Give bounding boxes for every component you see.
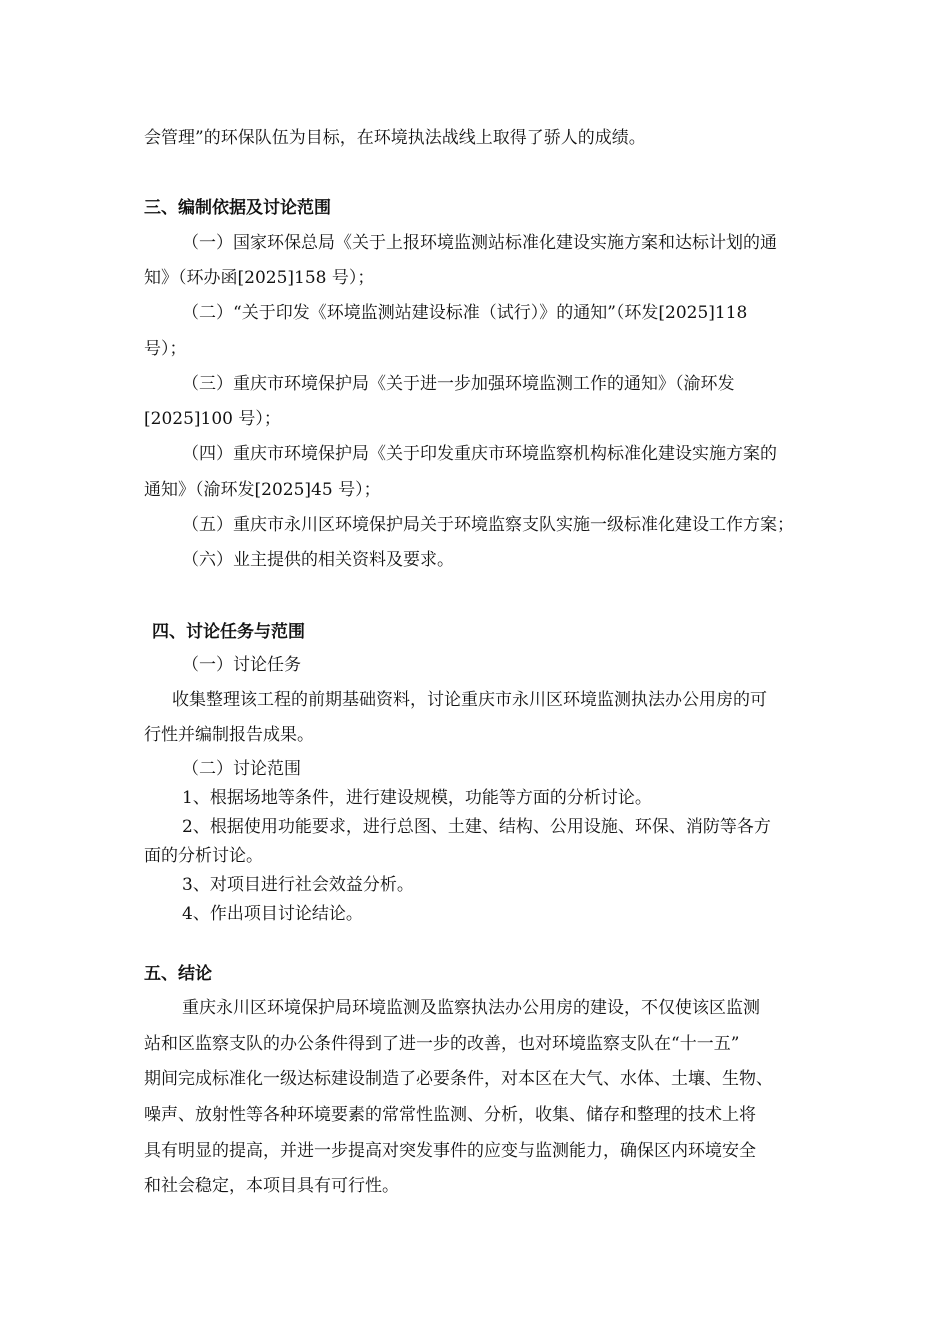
section5-para-line3: 期间完成标准化一级达标建设制造了必要条件，对本区在大气、水体、土壤、生物、	[144, 1069, 773, 1089]
section4-sub1: （一）讨论任务	[182, 655, 301, 675]
section5-para-line2: 站和区监察支队的办公条件得到了进一步的改善，也对环境监察支队在“十一五”	[144, 1034, 740, 1054]
section5-para-line1: 重庆永川区环境保护局环境监测及监察执法办公用房的建设，不仅使该区监测	[182, 998, 760, 1018]
section4-scope3: 3、对项目进行社会效益分析。	[182, 875, 414, 895]
section3-item1-line1: （一）国家环保总局《关于上报环境监测站标准化建设实施方案和达标计划的通	[182, 233, 777, 253]
section3-item3-line2: [2025]100 号）；	[144, 409, 281, 429]
section4-scope1: 1、根据场地等条件，进行建设规模，功能等方面的分析讨论。	[182, 788, 652, 808]
section3-item3-line1: （三）重庆市环境保护局《关于进一步加强环境监测工作的通知》（渝环发	[182, 374, 735, 394]
section4-scope2-line1: 2、根据使用功能要求，进行总图、土建、结构、公用设施、环保、消防等各方	[182, 817, 771, 837]
section4-task-line2: 行性并编制报告成果。	[144, 725, 314, 745]
section4-task-line1: 收集整理该工程的前期基础资料，讨论重庆市永川区环境监测执法办公用房的可	[172, 690, 767, 710]
section3-item2-line1: （二）“关于印发《环境监测站建设标准（试行）》的通知”（环发[2025]118	[182, 303, 748, 323]
section5-para-line5: 具有明显的提高，并进一步提高对突发事件的应变与监测能力，确保区内环境安全	[144, 1141, 756, 1161]
section3-item5: （五）重庆市永川区环境保护局关于环境监察支队实施一级标准化建设工作方案；	[182, 515, 794, 535]
section5-para-line6: 和社会稳定，本项目具有可行性。	[144, 1176, 399, 1196]
section5-para-line4: 噪声、放射性等各种环境要素的常常性监测、分析，收集、储存和整理的技术上将	[144, 1105, 756, 1125]
section4-sub2: （二）讨论范围	[182, 759, 301, 779]
section3-item1-line2: 知》（环办函[2025]158 号）；	[144, 268, 375, 288]
section3-heading: 三、编制依据及讨论范围	[144, 198, 331, 218]
section3-item4-line2: 通知》（渝环发[2025]45 号）；	[144, 480, 381, 500]
section5-heading: 五、结论	[144, 964, 212, 984]
section4-scope4: 4、作出项目讨论结论。	[182, 904, 363, 924]
section3-item4-line1: （四）重庆市环境保护局《关于印发重庆市环境监察机构标准化建设实施方案的	[182, 444, 777, 464]
section4-heading: 四、讨论任务与范围	[152, 622, 305, 642]
section3-item6: （六）业主提供的相关资料及要求。	[182, 550, 454, 570]
intro-tail-text: 会管理”的环保队伍为目标，在环境执法战线上取得了骄人的成绩。	[144, 128, 646, 148]
section3-item2-line2: 号）；	[144, 339, 187, 359]
section4-scope2-line2: 面的分析讨论。	[144, 846, 263, 866]
